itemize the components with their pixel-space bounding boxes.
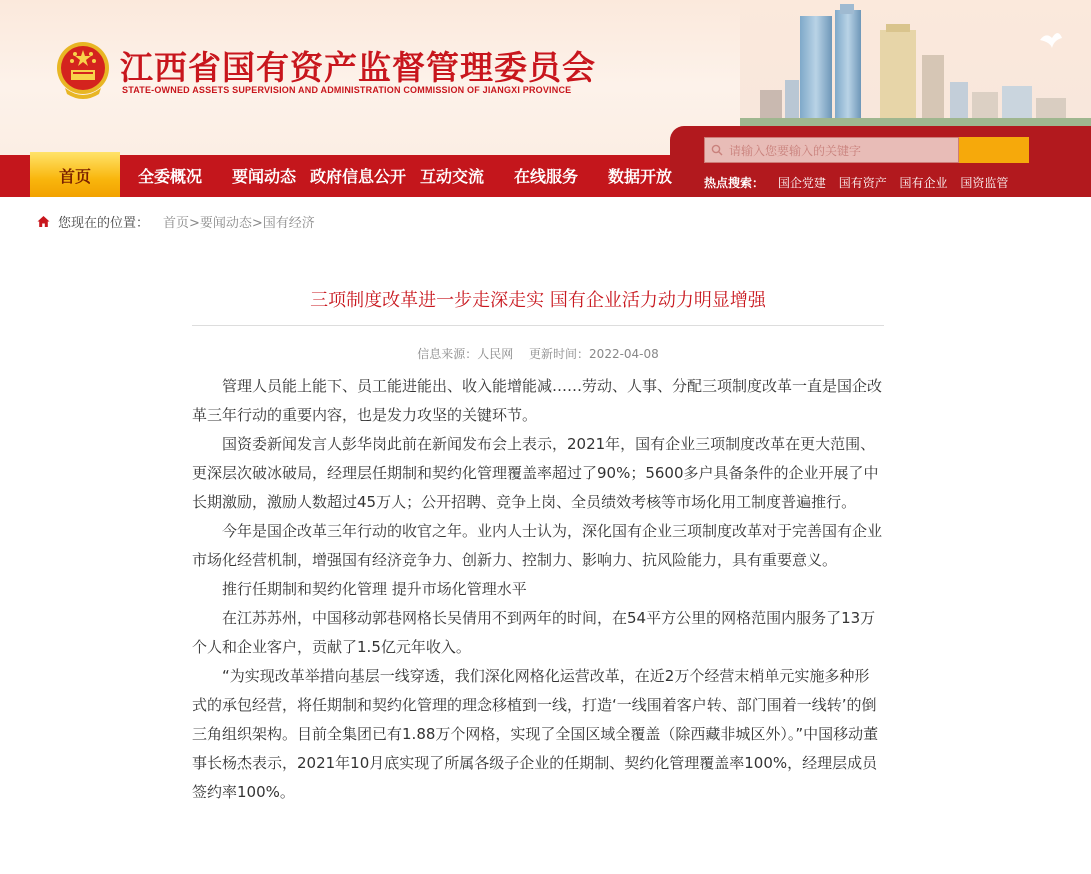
nav-item-open-data[interactable]: 数据开放 [608,167,673,186]
hot-link[interactable]: 国企党建 [777,176,826,190]
search-placeholder: 请输入您要输入的关键字 [729,143,862,158]
breadcrumb-path[interactable]: 首页>要闻动态>国有经济 [163,216,315,231]
nav-item-online-service[interactable]: 在线服务 [514,167,579,186]
article-meta [192,345,884,362]
article-paragraph: 管理人员能上能下、员工能进能出、收入能增能减……劳动、人事、分配三项制度改革一直是国企改革三年行动的重要内容，也是发力攻坚的关键环节。 [192,377,883,424]
article-title: 三项制度改革进一步走深走实 国有企业活力动力明显增强 [310,290,766,311]
search-input[interactable] [704,137,959,163]
nav-item-news[interactable]: 要闻动态 [232,167,297,186]
article-body [192,372,884,807]
home-icon [37,215,50,228]
article-paragraph: 今年是国企改革三年行动的收官之年。业内人士认为，深化国有企业三项制度改革对于完善国有企业市场化经营机制，增强国有经济竞争力、创新力、控制力、影响力、抗风险能力，具有重要意义。 [192,522,883,569]
article-paragraph: 在江苏苏州，中国移动郭巷网格长吴倩用不到两年的时间，在54平方公里的网格范围内服务了13万个人和企业客户，贡献了1.5亿元年收入。 [192,609,876,656]
site-title: 江西省国有资产监督管理委员会 [120,48,596,87]
article-paragraph: 国资委新闻发言人彭华岗此前在新闻发布会上表示，2021年，国有企业三项制度改革在更大范围、更深层次破冰破局，经理层任期制和契约化管理覆盖率超过了90%；5600多户具备条件的企业开展了中长期激励，激励人数超过45万人；公开招聘、竞争上岗、全员绩效考核等市场化用工制度普遍推行。 [192,435,879,511]
hot-search [704,174,1017,191]
nav-item-overview[interactable]: 全委概况 [138,167,203,186]
article-date: 更新时间：2022-04-08 [529,347,659,361]
article-paragraph: “为实现改革举措向基层一线穿透，我们深化网格化运营改革，在近2万个经营末梢单元实施多种形式的承包经营，将任期制和契约化管理的理念移植到一线，打造‘一线围着客户转、部门围着一线转’的倒三角组织架构。目前全集团已有1.88万个网格，实现了全国区域全覆盖（除西藏非城区外）。”中国移动董事长杨杰表示，2021年10月底实现了所属各级子企业的任期制、契约化管理覆盖率100%，经理层成员签约率100%。 [192,667,879,801]
nav-item-gov-info[interactable]: 政府信息公开 [310,167,407,186]
site-subtitle-en: STATE-OWNED ASSETS SUPERVISION AND ADMINISTRATION COMMISSION OF JIANGXI PROVINCE [122,85,572,95]
nav-item-home[interactable]: 首页 [30,152,120,197]
breadcrumb [37,212,315,231]
search-icon [711,144,723,156]
hot-link[interactable]: 国有企业 [899,176,948,190]
title-divider [192,325,884,326]
hot-search-label: 热点搜索： [704,176,765,190]
nav-item-interaction[interactable]: 互动交流 [420,167,485,186]
national-emblem-icon [55,40,111,102]
hot-link[interactable]: 国有资产 [838,176,887,190]
search-button[interactable] [959,137,1029,163]
breadcrumb-label: 您现在的位置： [58,216,150,231]
hot-link[interactable]: 国资监管 [960,176,1009,190]
article-subheading: 推行任期制和契约化管理 提升市场化管理水平 [222,580,527,598]
article-source: 信息来源：人民网 [417,347,514,361]
